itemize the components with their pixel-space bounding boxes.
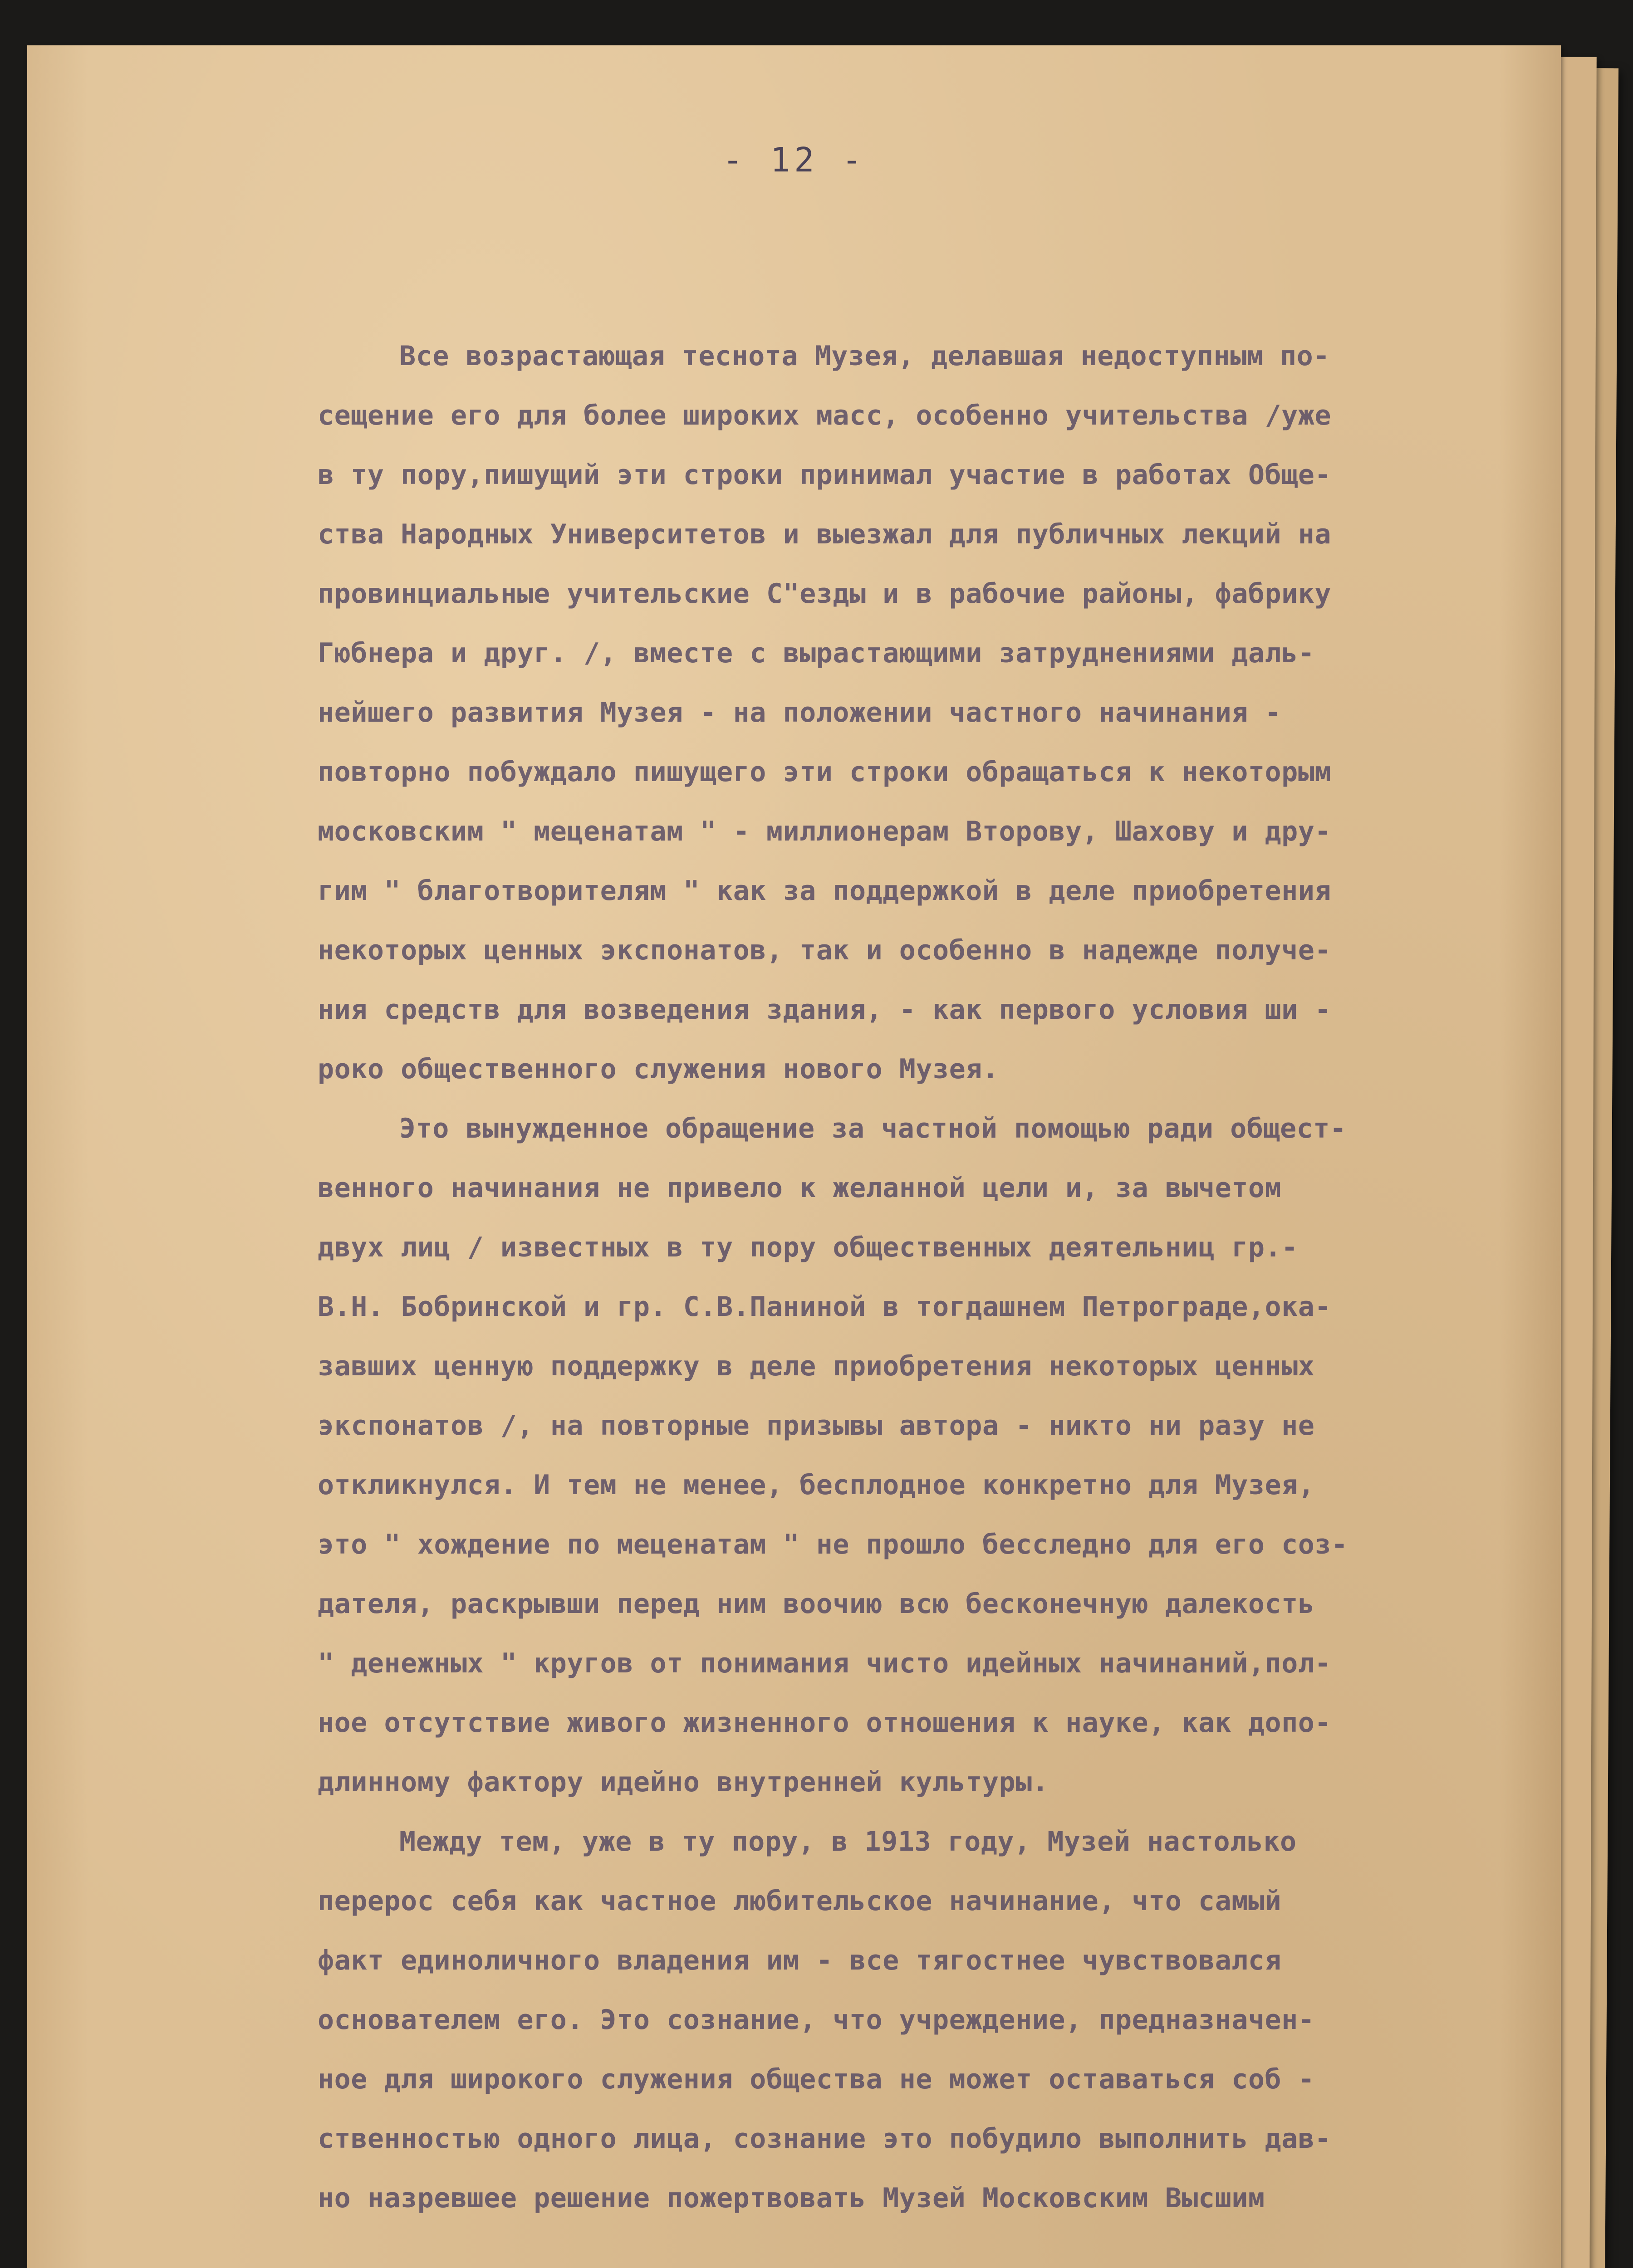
text-line: завших ценную поддержку в деле приобретения некоторых ценных — [318, 1350, 1315, 1382]
text-line: роко общественного служения нового Музея. — [318, 1053, 999, 1085]
text-line: Гюбнера и друг. /, вместе с вырастающими затруднениями даль- — [318, 637, 1315, 669]
text-line: ственностью одного лица, сознание это побудило выполнить дав- — [318, 2123, 1332, 2155]
text-line: гим " благотворителям " как за поддержкой в деле приобретения — [318, 875, 1332, 907]
text-line: повторно побуждало пишущего эти строки обращаться к некоторым — [318, 756, 1332, 788]
text-line: некоторых ценных экспонатов, так и особенно в надежде получе- — [318, 934, 1332, 966]
text-line: Это вынужденное обращение за частной помощью ради общест- — [399, 1113, 1347, 1144]
text-line: длинному фактору идейно внутренней культуры. — [318, 1766, 1049, 1798]
paragraph — [318, 1812, 1525, 2228]
text-line: ния средств для возведения здания, - как первого условия ши - — [318, 994, 1332, 1026]
text-line: нейшего развития Музея - на положении частного начинания - — [318, 697, 1282, 728]
text-line: в ту пору,пишущий эти строки принимал участие в работах Обще- — [318, 459, 1332, 491]
text-line: московским " меценатам " - миллионерам Второву, Шахову и дру- — [318, 816, 1332, 847]
text-line: Между тем, уже в ту пору, в 1913 году, Музей настолько — [399, 1826, 1297, 1857]
text-line: венного начинания не привело к желанной цели и, за вычетом — [318, 1172, 1282, 1204]
paragraph — [318, 327, 1525, 1099]
paragraph — [318, 1099, 1525, 1812]
text-line: перерос себя как частное любительское начинание, что самый — [318, 1885, 1282, 1917]
typewritten-page — [27, 45, 1561, 2268]
text-line: экспонатов /, на повторные призывы автора - никто ни разу не — [318, 1410, 1315, 1442]
text-line: ное отсутствие живого жизненного отношения к науке, как допо- — [318, 1707, 1332, 1739]
text-line: основателем его. Это сознание, что учреждение, предназначен- — [318, 2004, 1315, 2036]
text-line: провинциальные учительские С"езды и в рабочие районы, фабрику — [318, 578, 1332, 610]
text-line: это " хождение по меценатам " не прошло бесследно для его соз- — [318, 1529, 1348, 1560]
text-line: но назревшее решение пожертвовать Музей Московским Высшим — [318, 2182, 1265, 2214]
text-line: дателя, раскрывши перед ним воочию всю бесконечную далекость — [318, 1588, 1315, 1620]
text-line: сещение его для более широких масс, особенно учительства /уже — [318, 400, 1332, 431]
text-line: В.Н. Бобринской и гр. С.В.Паниной в тогдашнем Петрограде,ока- — [318, 1291, 1332, 1323]
text-line: откликнулся. И тем не менее, бесплодное конкретно для Музея, — [318, 1469, 1315, 1501]
text-line: факт единоличного владения им - все тягостнее чувствовался — [318, 1945, 1282, 1976]
page-number: - 12 - — [722, 141, 866, 180]
text-line: Все возрастающая теснота Музея, делавшая недоступным по- — [399, 340, 1330, 372]
text-line: ное для широкого служения общества не может оставаться соб - — [318, 2063, 1315, 2095]
text-line: " денежных " кругов от понимания чисто идейных начинаний,пол- — [318, 1647, 1332, 1679]
text-line: ства Народных Университетов и выезжал для публичных лекций на — [318, 518, 1332, 550]
text-line: двух лиц / известных в ту пору общественных деятельниц гр.- — [318, 1232, 1298, 1263]
body-text — [318, 327, 1525, 2228]
